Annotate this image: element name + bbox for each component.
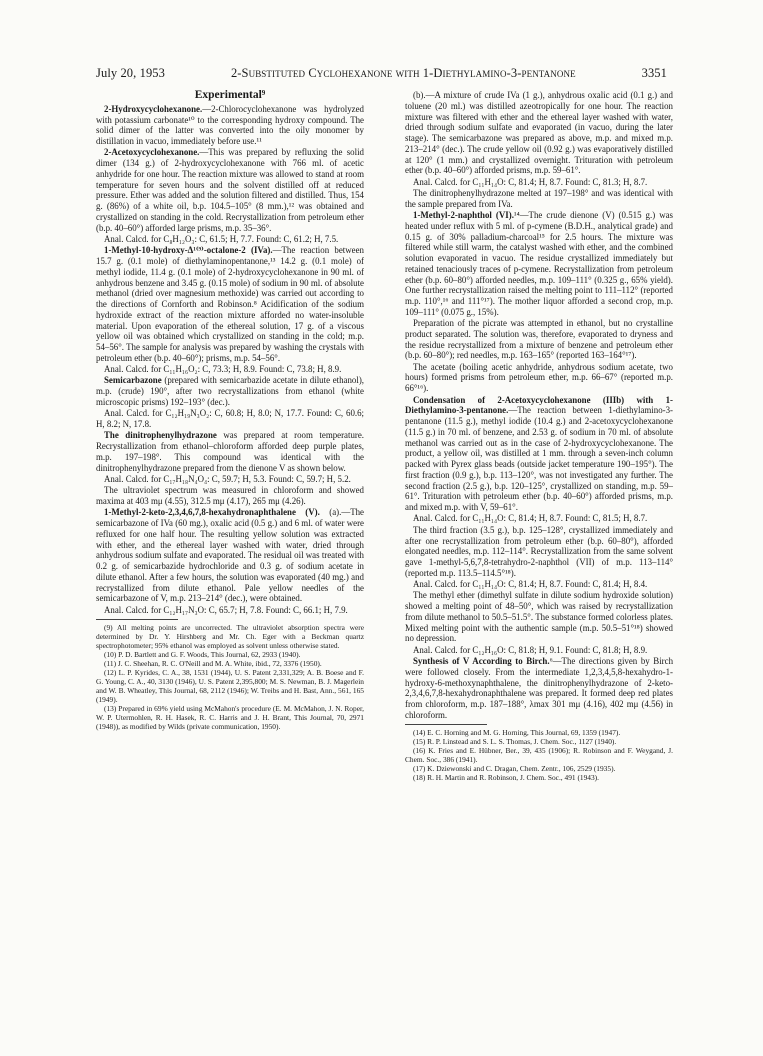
analysis-line: Anal. Calcd. for C₁₁H₁₆O₂: C, 73.3; H, 8.9. Found: C, 73.8; H, 8.9.: [104, 364, 342, 375]
analysis-line: Anal. Calcd. for C₈H₁₂O₃: C, 61.5; H, 7.7. Found: C, 61.2; H, 7.5.: [104, 233, 339, 244]
paragraph: The dinitrophenylhydrazone melted at 197–198° and was identical with the sample prepared from IVa.: [405, 187, 673, 209]
paragraph: Preparation of the picrate was attempted in ethanol, but no crystalline product separated. The solution was, therefore, evaporated to dryness and the residue recrystallized from a mixture of benzene and petroleum ether (b.p. 60–80°); red needles, m.p. 163–165° (reported 163–164°¹⁷).: [405, 318, 673, 361]
run-in-heading: 2-Hydroxycyclohexanone.: [104, 103, 203, 114]
analysis-line: Anal. Calcd. for C₁₂H₁₆O: C, 81.8; H, 9.1. Found: C, 81.8; H, 8.9.: [413, 644, 648, 655]
run-in-heading: The dinitrophenylhydrazone: [104, 430, 217, 441]
header-title: 2-Substituted Cyclohexanone with 1-Diethylamino-3-pentanone: [230, 66, 576, 80]
run-in-heading: 1-Methyl-10-hydroxy-Δ¹⁽⁹⁾-octalone-2 (IVa).: [104, 245, 273, 256]
paragraph: 1-Methyl-2-keto-2,3,4,6,7,8-hexahydronaphthalene (V). (a).—The semicarbazone of IVa (60 mg.), oxalic acid (0.5 g.) and 6 ml. of water were refluxed for one half hour. The resulting yellow solution was extracted with ether, and the ethereal layer washed with water, dried through anhydrous sodium sulfate and evaporated. The residual oil was treated with 0.2 g. of semicarbazide hydrochloride and 0.3 g. of sodium acetate in dilute ethanol. After a few hours, the solution was evaporated (40 mg.) and recrystallized from dilute ethanol. Pale yellow needles of the semicarbazone of V, m.p. 213–214° (dec.), were obtained.: [96, 507, 364, 604]
analysis-line: Anal. Calcd. for C₁₁H₁₄O: C, 81.4; H, 8.7. Found: C, 81.4; H, 8.4.: [413, 579, 648, 590]
run-in-heading: Semicarbazone: [104, 375, 162, 386]
run-in-heading: Synthesis of V According to Birch.: [413, 656, 550, 667]
footnote-rule: [405, 724, 487, 725]
paragraph: The third fraction (3.5 g.), b.p. 125–128°, crystallized immediately and after one recrystallization from petroleum ether (b.p. 60–80°), afforded elongated needles, m.p. 112–114°. Recrystallization from the same solvent gave 1-methyl-5,6,7,8-tetrahydro-2-naphthol (VII) of m.p. 113–114° (reported m.p. 113.5–114.5°¹⁸).: [405, 524, 673, 578]
run-in-heading: 1-Methyl-2-naphthol (VI).: [413, 210, 514, 221]
section-heading-experimental: Experimental⁹: [194, 89, 266, 101]
run-in-heading: 1-Methyl-2-keto-2,3,4,6,7,8-hexahydronaphthalene (V).: [104, 507, 320, 518]
run-in-heading: 2-Acetoxycyclohexanone.: [104, 147, 200, 158]
right-column: [405, 90, 673, 782]
left-column: [96, 90, 364, 731]
footnotes-right: [405, 728, 673, 782]
analysis-line: Anal. Calcd. for C₁₇H₁₈N₄O₄: C, 59.7; H, 5.3. Found: C, 59.7; H, 5.2.: [104, 474, 351, 484]
paragraph: The ultraviolet spectrum was measured in chloroform and showed maxima at 403 mμ (4.55), 312.5 mμ (4.17), 265 mμ (4.26).: [96, 485, 364, 507]
footnote-14: (14) E. C. Horning and M. G. Horning, This Journal, 69, 1359 (1947).: [413, 727, 621, 737]
run-in-heading: Condensation of 2-Acetoxycyclohexanone (IIIb) with 1-Diethylamino-3-pentanone.: [405, 394, 673, 416]
paragraph: 2-Hydroxycyclohexanone.—2-Chlorocyclohexanone was hydrolyzed with potassium carbonate¹⁰ to the corresponding hydroxy compound. The solid dimer of the latter was converted into the oily monomer by distillation in vacuo, immediately before use.¹¹: [96, 103, 364, 146]
footnotes-left: [96, 623, 364, 732]
paragraph: Semicarbazone (prepared with semicarbazide acetate in dilute ethanol), m.p. (crude) 190°, after two recrystallizations from ethanol (white microscopic prisms) 192–193° (dec.).: [96, 375, 364, 407]
footnote-11: (11) J. C. Sheehan, R. C. O'Neill and M. A. White, ibid., 72, 3376 (1950).: [104, 658, 322, 668]
paragraph: (b).—A mixture of crude IVa (1 g.), anhydrous oxalic acid (0.1 g.) and toluene (20 ml.) was distilled azeotropically for one hour. The reaction mixture was filtered with ether and the ethereal layer washed with water, dried through sodium sulfate and evaporated (in vacuo, during the later stage). The semicarbazone was prepared as above, m.p. and mixed m.p. 213–214° (dec.). The crude yellow oil (0.92 g.) was evaporatively distilled at 120° (1 mm.) and crystallized overnight. Trituration with petroleum ether (b.p. 40–60°) afforded prisms, m.p. 59–61°.: [405, 90, 673, 176]
running-head: [96, 66, 667, 81]
footnote-9: (9) All melting points are uncorrected. The ultraviolet absorption spectra were determined by Dr. Y. Hirshberg and Mr. Ch. Eger with a Beckman quartz spectrophotometer; 95% ethanol was employed as solvent unless otherwise stated.: [96, 622, 364, 650]
paragraph: The dinitrophenylhydrazone was prepared at room temperature. Recrystallization from ethanol–chloroform afforded deep purple plates, m.p. 197–198°. This compound was identical with the dinitrophenylhydrazone prepared from the dienone V as shown below.: [96, 430, 365, 473]
page-number: 3351: [641, 66, 667, 80]
header-date: July 20, 1953: [96, 66, 166, 80]
analysis-line: Anal. Calcd. for C₁₂H₁₉N₃O₂: C, 60.8; H, 8.0; N, 17.7. Found: C, 60.6; H, 8.2; N, 17.8.: [96, 408, 364, 430]
analysis-line: Anal. Calcd. for C₁₁H₁₄O: C, 81.4; H, 8.7. Found: C, 81.5; H, 8.7.: [413, 513, 648, 524]
paragraph: Synthesis of V According to Birch.⁶—The directions given by Birch were followed closely. From the intermediate 1,2,3,4,5,8-hexahydro-1-hydroxy-6-methoxynaphthalene, the dinitrophenylhydrazone of 2-keto-2,3,4,6,7,8-hexahydronaphthalene was prepared. It formed deep red plates from chloroform, m.p. 187–188°, λmax 301 mμ (4.16), 402 mμ (4.56) in chloroform.: [405, 656, 674, 720]
paragraph: 1-Methyl-2-naphthol (VI).¹⁴—The crude dienone (V) (0.515 g.) was heated under reflux with 5 ml. of p-cymene (B.D.H., analytical grade) and 0.15 g. of 30% palladium-charcoal¹⁵ for 2.5 hours. The mixture was filtered while still warm, the catalyst washed with ether, and the combined solution evaporated in vacuo. The residue crystallized immediately but retained tenaciously traces of p-cymene. Recrystallization from petroleum ether (b.p. 60–80°) afforded needles, m.p. 109–111° (0.325 g., 65% yield). One further recrystallization raised the melting point to 111–112° (reported m.p. 110°,¹⁶ and 111°¹⁷). The mother liquor afforded a second crop, m.p. 109–111° (0.075 g., 15%).: [405, 210, 673, 317]
paragraph: The acetate (boiling acetic anhydride, anhydrous sodium acetate, two hours) formed prisms from petroleum ether, m.p. 66–67° (reported m.p. 66°¹⁶).: [405, 361, 673, 394]
footnote-17: (17) K. Dziewonski and C. Dragan, Chem. Zentr., 106, 2529 (1935).: [413, 763, 616, 773]
footnote-18: (18) R. H. Martin and R. Robinson, J. Chem. Soc., 491 (1943).: [413, 772, 599, 782]
footnote-10: (10) P. D. Bartlett and G. F. Woods, This Journal, 62, 2933 (1940).: [104, 649, 301, 659]
paragraph: 1-Methyl-10-hydroxy-Δ¹⁽⁹⁾-octalone-2 (IVa).—The reaction between 15.7 g. (0.1 mole) of diethylaminopentanone,¹³ 14.2 g. (0.1 mole) of methyl iodide, 11.4 g. (0.1 mole) of 2-hydroxycyclohexanone in 90 ml. of anhydrous benzene and 3.45 g. (0.15 mole) of sodium in 90 ml. of absolute methanol (dried over magnesium methoxide) was carried out according to the directions of Cornforth and Robinson.⁸ Acidification of the sodium hydroxide extract of the reaction mixture afforded no water-insoluble material. Upon evaporation of the ethereal solution, 17 g. of a viscous yellow oil was obtained which crystallized on standing in the cold; m.p. 54–56°. The sample for analysis was prepared by washing the crystals with petroleum ether (b.p. 40–60°); prisms, m.p. 54–56°.: [96, 245, 364, 363]
analysis-line: Anal. Calcd. for C₁₂H₁₇N₃O: C, 65.7; H, 7.8. Found: C, 66.1; H, 7.9.: [104, 604, 348, 615]
footnote-12: (12) L. P. Kyrides, C. A., 38, 1531 (1944), U. S. Patent 2,331,329; A. B. Boese and F. G. Young, C. A., 40, 3130 (1946), U. S. Patent 2,395,800; M. S. Newman, B. J. Magerlein and W. B. Wheatley, This Journal, 68, 2112 (1946); W. Treibs and H. Bast, Ann., 561, 165 (1949).: [96, 667, 364, 704]
analysis-line: Anal. Calcd. for C₁₁H₁₄O: C, 81.4; H, 8.7. Found: C, 81.3; H, 8.7.: [413, 176, 648, 187]
footnote-16: (16) K. Fries and E. Hübner, Ber., 39, 435 (1906); R. Robinson and F. Weygand, J. Chem. Soc., 386 (1941).: [405, 745, 673, 764]
paragraph: 2-Acetoxycyclohexanone.—This was prepared by refluxing the solid dimer (134 g.) of 2-hydroxycyclohexanone with 766 ml. of acetic anhydride for one hour. The reaction mixture was allowed to stand at room temperature for seven hours and the solvent distilled off at reduced pressure. Ether was added and the solution filtered and distilled. Thus, 154 g. (86%) of a white oil, b.p. 104.5–105° (8 mm.),¹² was obtained and crystallized on standing in the cold. Recrystallization from petroleum ether (b.p. 40–60°) afforded large prisms, m.p. 35–36°.: [96, 147, 364, 233]
footnote-13: (13) Prepared in 69% yield using McMahon's procedure (E. M. McMahon, J. N. Roper, W. P. Utermohlen, R. H. Hasek, R. C. Harris and J. H. Brant, This Journal, 70, 2971 (1948)), as modified by Wilds (private communication, 1950).: [96, 703, 364, 732]
footnote-rule: [96, 619, 178, 620]
paragraph: The methyl ether (dimethyl sulfate in dilute sodium hydroxide solution) showed a melting point of 48–50°, which was raised by recrystallization from dilute methanol to 50.5–51.5°. The substance formed colorless plates. Mixed melting point with the authentic sample (m.p. 50.5–51°¹⁸) showed no depression.: [405, 590, 673, 644]
footnote-15: (15) R. P. Linstead and S. L. S. Thomas, J. Chem. Soc., 1127 (1940).: [413, 736, 617, 746]
paragraph: Condensation of 2-Acetoxycyclohexanone (IIIb) with 1-Diethylamino-3-pentanone.—The reaction between 1-diethylamino-3-pentanone (11.5 g.), methyl iodide (10.4 g.) and 2-acetoxycyclohexanone (11.5 g.) in 70 ml. of benzene, and 2.53 g. of sodium in 70 ml. of absolute methanol was carried out as in the case of 2-hydroxycyclohexanone. The product, a yellow oil, was distilled at 1 mm. through a seven-inch column packed with Pyrex glass beads (outside jacket temperature 190–195°). The first fraction (0.9 g.), b.p. 113–120°, was not investigated any further. The second fraction (2.5 g.), b.p. 120–125°, crystallized on standing, m.p. 59–61°. Trituration with petroleum ether (b.p. 40–60°) afforded prisms, m.p. and mixed m.p. with V, 59–61°.: [405, 394, 673, 513]
